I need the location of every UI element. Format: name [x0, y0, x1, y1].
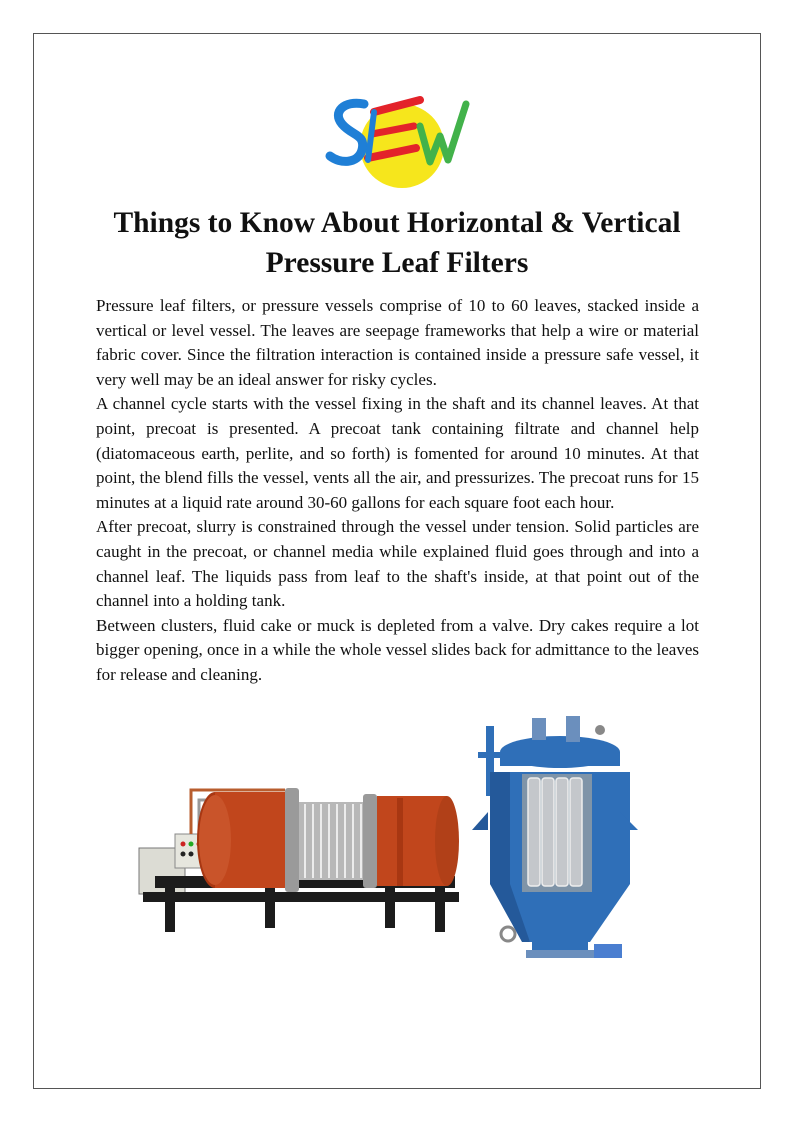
body-text: [96, 294, 699, 688]
title-line-1: Things to Know About Horizontal & Vertical: [113, 207, 681, 239]
title-line-2: Pressure Leaf Filters: [265, 247, 529, 279]
sew-logo: [322, 90, 472, 190]
horizontal-pressure-leaf-filter-illustration: [135, 768, 465, 936]
paragraph: A channel cycle starts with the vessel fixing in the shaft and its channel leaves. At that point, precoat is presented. A precoat tank containing filtrate and channel help (diatomaceous earth, perlite, and so forth) is fomented for around 10 minutes. At that point, the blend fills the vessel, vents all the air, and pressurizes. The precoat runs for 15 minutes at a liquid rate around 30-60 gallons for each square foot each hour.: [96, 394, 699, 512]
paragraph: Between clusters, fluid cake or muck is depleted from a valve. Dry cakes require a lot bigger opening, once in a while the whole vessel slides back for admittance to the leaves for release and cleaning.: [96, 615, 699, 684]
vertical-pressure-leaf-filter-illustration: [470, 712, 640, 980]
paragraph: Pressure leaf filters, or pressure vessels comprise of 10 to 60 leaves, stacked inside a vertical or level vessel. The leaves are seepage frameworks that help a wire or material fabric cover. Since the filtration interaction is contained inside a pressure safe vessel, it very well may be an ideal answer for risky cycles.: [96, 296, 699, 389]
page-title: [60, 203, 734, 283]
paragraph: After precoat, slurry is constrained through the vessel under tension. Solid particles are caught in the precoat, or channel media while explained fluid goes through and into a channel leaf. The liquids pass from leaf to the shaft's inside, at that point out of the channel into a holding tank.: [96, 517, 699, 611]
